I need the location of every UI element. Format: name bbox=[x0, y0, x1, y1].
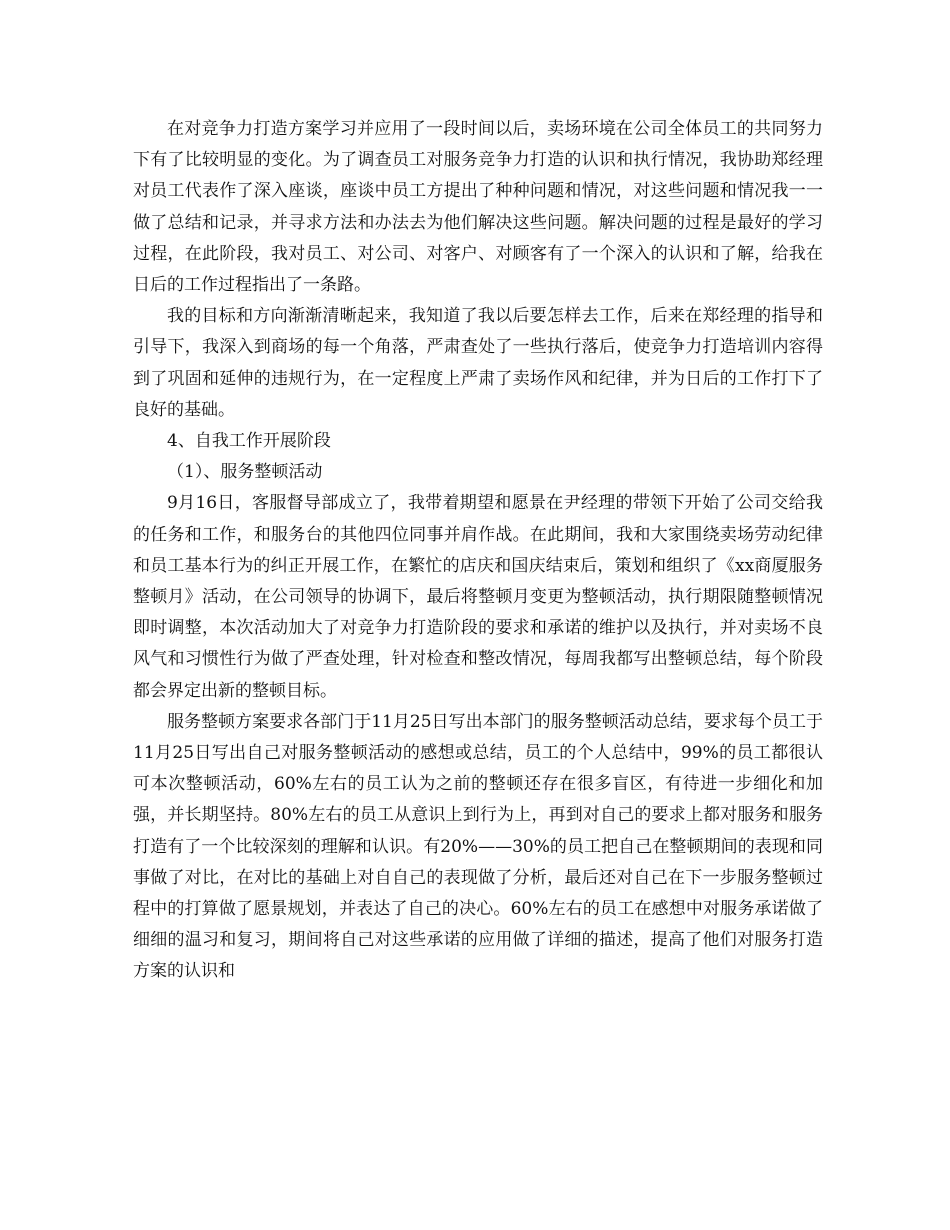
section-heading-self-work: 4、自我工作开展阶段 bbox=[167, 431, 331, 452]
paragraph-september-16: 9月16日，客服督导部成立了，我带着期望和愿景在尹经理的带领下开始了公司交给我的任务和工作，和服务台的其他四位同事并肩作战。在此期间，我和大家围绕卖场劳动纪律和员工基本行为的纠正开展工作，在繁忙的店庆和国庆结束后，策划和组织了《xx商厦服务整顿月》活动，在公司领导的协调下，最后将整顿月变更为整顿活动，执行期限随整顿情况即时调整，本次活动加大了对竞争力打造阶段的要求和承诺的维护以及执行，并对卖场不良风气和习惯性行为做了严查处理，针对检查和整改情况，每周我都写出整顿总结，每个阶段都会界定出新的整顿目标。 bbox=[133, 493, 823, 701]
subsection-heading-service-rectification: （1）、服务整顿活动 bbox=[167, 462, 323, 483]
document-body bbox=[133, 114, 823, 988]
paragraph-goals-direction: 我的目标和方向渐渐清晰起来，我知道了我以后要怎样去工作，后来在郑经理的指导和引导下，我深入到商场的每一个角落，严肃查处了一些执行落后，使竞争力打造培训内容得到了巩固和延伸的违规行为，在一定程度上严肃了卖场作风和纪律，并为日后的工作打下了良好的基础。 bbox=[133, 306, 823, 420]
paragraph-competitiveness-review: 在对竞争力打造方案学习并应用了一段时间以后，卖场环境在公司全体员工的共同努力下有了比较明显的变化。为了调查员工对服务竞争力打造的认识和执行情况，我协助郑经理对员工代表作了深入座谈，座谈中员工方提出了种种问题和情况，对这些问题和情况我一一做了总结和记录，并寻求方法和办法去为他们解决这些问题。解决问题的过程是最好的学习过程，在此阶段，我对员工、对公司、对客户、对顾客有了一个深入的认识和了解，给我在日后的工作过程指出了一条路。 bbox=[133, 119, 823, 296]
paragraph-rectification-summary: 服务整顿方案要求各部门于11月25日写出本部门的服务整顿活动总结，要求每个员工于11月25日写出自己对服务整顿活动的感想或总结，员工的个人总结中，99%的员工都很认可本次整顿活动，60%左右的员工认为之前的整顿还存在很多盲区，有待进一步细化和加强，并长期坚持。80%左右的员工从意识上到行为上，再到对自己的要求上都对服务和服务打造有了一个比较深刻的理解和认识。有20%——30%的员工把自己在整顿期间的表现和同事做了对比，在对比的基础上对自自己的表现做了分析，最后还对自己在下一步服务整顿过程中的打算做了愿景规划，并表达了自己的决心。60%左右的员工在感想中对服务承诺做了细细的温习和复习，期间将自己对这些承诺的应用做了详细的描述，提高了他们对服务打造方案的认识和 bbox=[133, 711, 823, 982]
